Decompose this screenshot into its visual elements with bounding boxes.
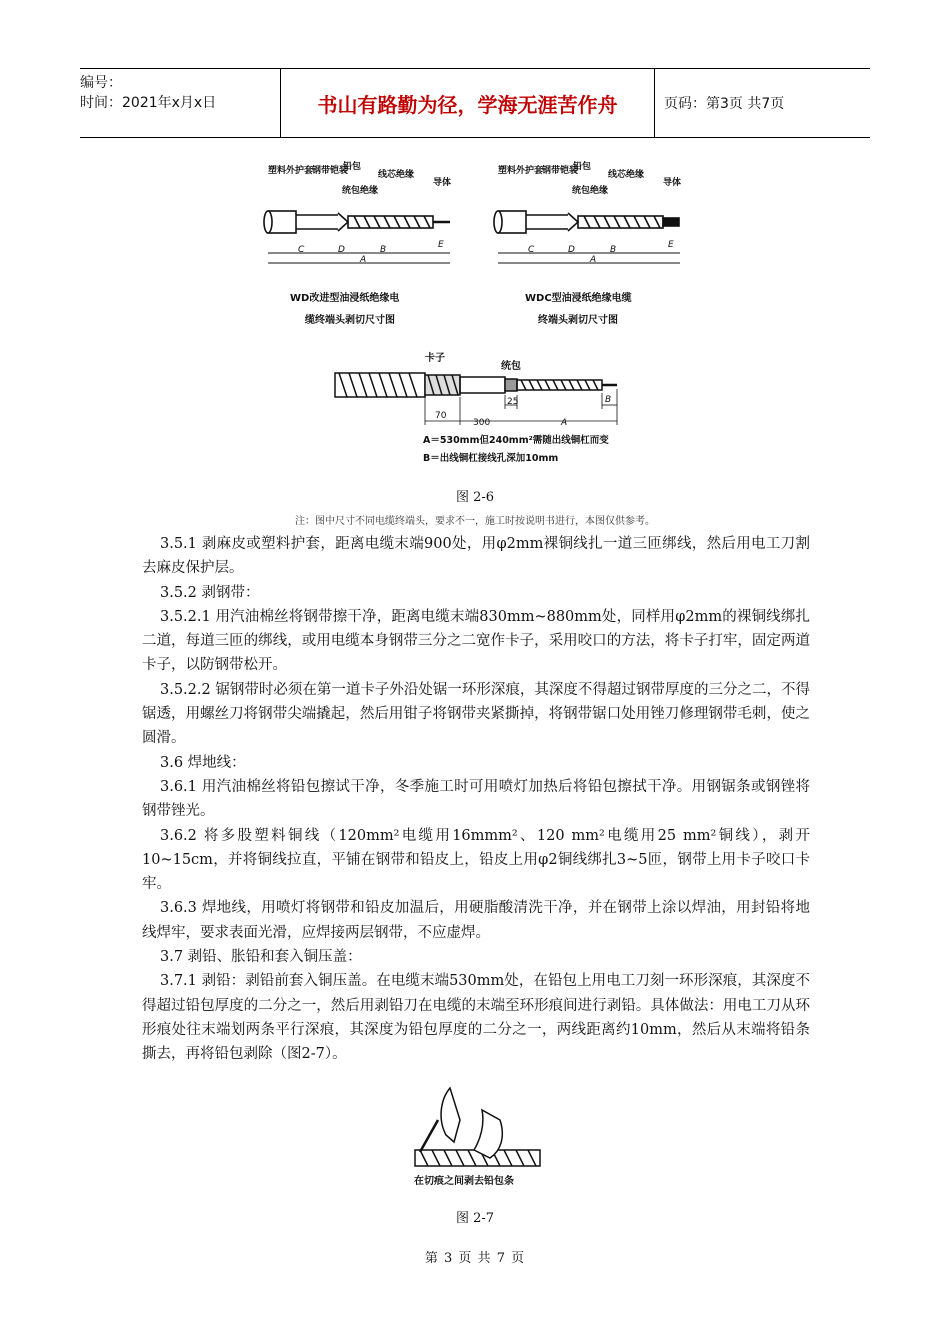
- header-meta: [80, 69, 280, 141]
- label-conductor: 导体: [663, 178, 682, 188]
- paragraph: 3.5.2.2 锯钢带时必须在第一道卡子外沿处锯一环形深痕，其深度不得超过钢带厚度的三分之二，不得锯透，用螺丝刀将钢带尖端撬起，然后用钳子将钢带夹紧撕掉，将钢带锯口处用锉刀修理钢带毛刺，使之圆滑。: [142, 681, 810, 747]
- page-header: [80, 68, 870, 138]
- figure-wdc-cable: [480, 155, 700, 335]
- body-text: [142, 532, 810, 1067]
- figure-lead-strip: [410, 1080, 545, 1190]
- paragraph: 3.6.1 用汽油棉丝将铅包擦试干净，冬季施工时可用喷灯加热后将铅包擦拭干净。用钢锯条或钢锉将钢带锉光。: [142, 778, 810, 820]
- paragraph: 3.6.3 焊地线，用喷灯将钢带和铅皮加温后，用硬脂酸清洗干净，并在钢带上涂以焊油，用封铅将地线焊牢，要求表面光滑，应焊接两层钢带，不应虚焊。: [142, 900, 810, 941]
- label-core-insulation: 线芯绝缘: [378, 170, 415, 180]
- figure-2-6-caption: 图 2-6: [455, 490, 495, 505]
- label-clamp: 卡子: [425, 353, 445, 364]
- dim-d: D: [568, 245, 575, 255]
- note-a: A＝530mm但240mm²需随出线铜杠而变: [423, 435, 609, 446]
- dim-b: B: [380, 245, 387, 255]
- figure-2-7-label: 在切痕之间剥去铅包条: [414, 1176, 514, 1187]
- header-motto: 书山有路勤为径，学海无涯苦作舟: [280, 69, 655, 137]
- paragraph: 3.7.1 剥铅：剥铅前套入铜压盖。在电缆末端530mm处，在铅包上用电工刀刻一环形深痕，其深度不得超过铅包厚度的二分之一，然后用剥铅刀在电缆的末端至环形痕间进行剥铅。具体做法：用电工刀从环形痕处往末端划两条平行深痕，其深度为铅包厚度的二分之一，两线距离约10mm，然后从末端将铅条撕去，再将铅包剥除（图2-7）。: [142, 973, 810, 1063]
- dim-25: 25: [507, 397, 519, 407]
- paragraph: 3.6.2 将多股塑料铜线（120mm²电缆用16mmm²、120 mm²电缆用25 mm²铜线），剥开10~15cm，并将铜线拉直，平铺在钢带和铅皮上，铅皮上用φ2铜线绑扎3~5匝，钢带上用卡子咬口卡牢。: [142, 827, 810, 893]
- figure-2-7-caption: 图 2-7: [455, 1211, 495, 1226]
- caption-line1: WD改进型油浸纸绝缘电: [290, 293, 400, 304]
- label-belt: 统包: [501, 361, 521, 372]
- dim-a: A: [561, 418, 568, 428]
- caption-line1: WDC型油浸纸绝缘电缆: [525, 293, 632, 304]
- note-b: B＝出线铜杠接线孔深加10mm: [423, 453, 559, 464]
- dim-e: E: [438, 240, 444, 250]
- label-outer-sheath: 塑料外护套: [268, 166, 314, 176]
- dim-a: A: [590, 255, 597, 265]
- label-belt-insulation: 统包绝缘: [572, 186, 609, 196]
- figure-cable-strip: [325, 345, 645, 475]
- paragraph: 3.5.1 剥麻皮或塑料护套，距离电缆末端900处，用φ2mm裸铜线扎一道三匝绑线，然后用电工刀割去麻皮保护层。: [142, 536, 810, 577]
- time-label: 时间：2021年x月x日: [80, 95, 217, 111]
- paragraph: 3.7 剥铅、胀铅和套入铜压盖：: [160, 949, 362, 966]
- dim-300: 300: [473, 418, 491, 428]
- label-lead-sheath: 铅包: [343, 162, 362, 172]
- page-footer: 第 3 页 共 7 页: [424, 1251, 526, 1266]
- number-label: 编号：: [80, 75, 122, 91]
- caption-line2: 缆终端头剥切尺寸图: [305, 315, 395, 326]
- label-core-insulation: 线芯绝缘: [608, 170, 645, 180]
- dim-70: 70: [435, 411, 447, 421]
- dim-c: C: [528, 245, 535, 255]
- label-lead-sheath: 铅包: [573, 162, 592, 172]
- dim-b: B: [610, 245, 617, 255]
- label-belt-insulation: 统包绝缘: [342, 186, 379, 196]
- caption-line2: 终端头剥切尺寸图: [538, 315, 618, 326]
- label-steel-armor: 钢带铠装: [312, 166, 349, 176]
- figure-2-6-note: 注：图中尺寸不同电缆终端头，要求不一，施工时按说明书进行，本图仅供参考。: [295, 516, 655, 527]
- label-outer-sheath: 塑料外护套: [498, 166, 544, 176]
- label-steel-armor: 钢带铠装: [542, 166, 579, 176]
- dim-c: C: [298, 245, 305, 255]
- dim-e: E: [668, 240, 674, 250]
- dim-a: A: [360, 255, 367, 265]
- label-conductor: 导体: [433, 178, 452, 188]
- paragraph: 3.6 焊地线：: [160, 754, 246, 771]
- figure-wd-cable: [250, 155, 470, 335]
- paragraph: 3.5.2.1 用汽油棉丝将钢带擦干净，距离电缆末端830mm~880mm处，同样用φ2mm的裸铜线绑扎二道，每道三匝的绑线，或用电缆本身钢带三分之二宽作卡子，采用咬口的方法，将卡子打牢，固定两道卡子，以防钢带松开。: [142, 608, 810, 674]
- paragraph: 3.5.2 剥钢带：: [160, 584, 260, 601]
- dim-b: B: [605, 395, 612, 405]
- dim-d: D: [338, 245, 345, 255]
- header-page: 页码：第3页 共7页: [664, 96, 785, 112]
